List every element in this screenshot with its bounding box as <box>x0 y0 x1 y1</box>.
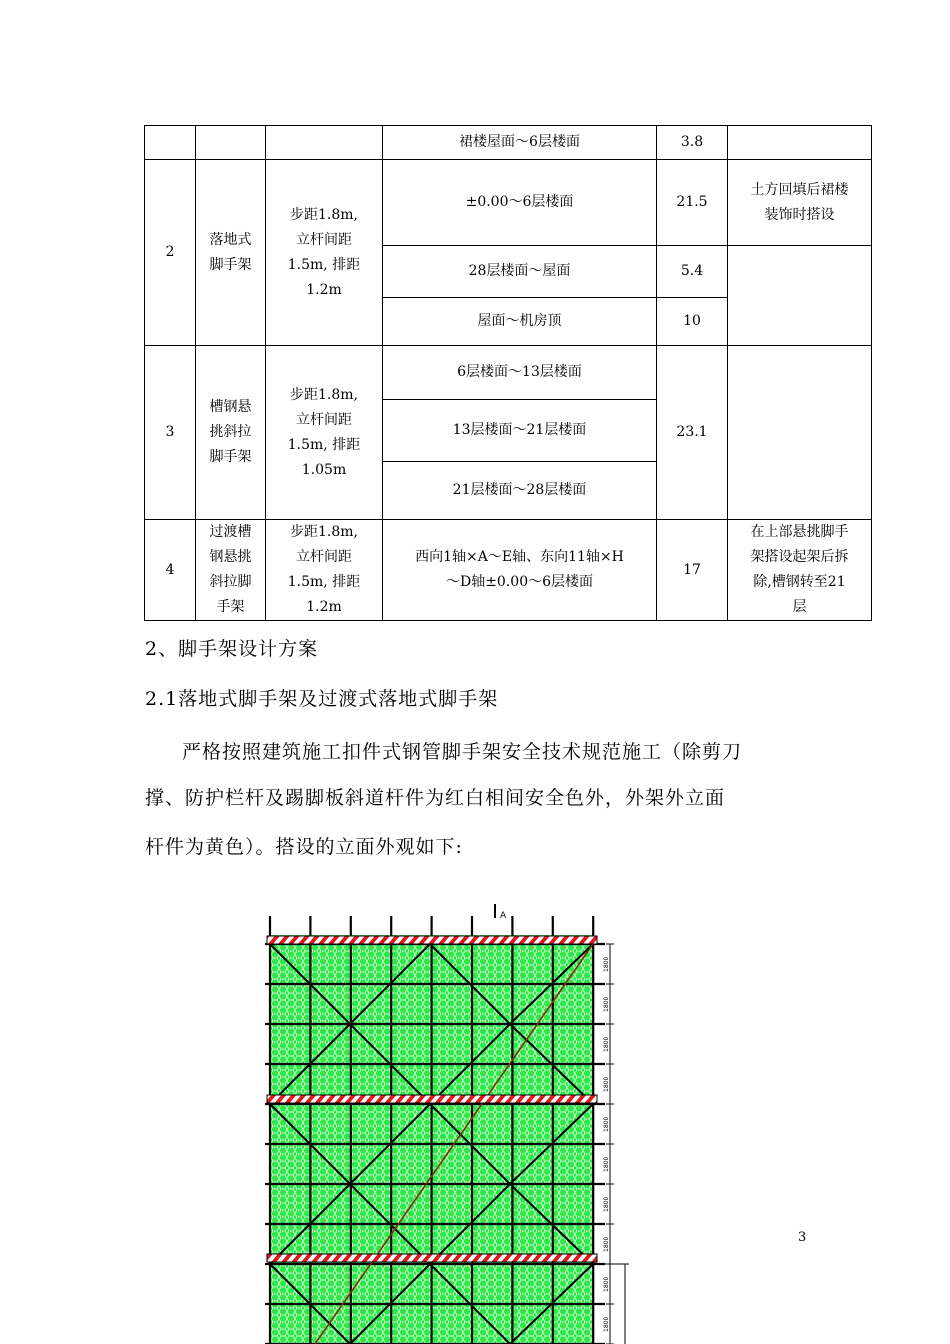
scaffold-spec <box>266 160 383 346</box>
scaffold-elevation-drawing <box>255 888 635 1344</box>
table-cell: 3.8 <box>657 126 728 160</box>
dimension-label: 1800 <box>603 1316 610 1332</box>
cell-line: 层 <box>792 599 807 615</box>
paragraph-line: 杆件为黄色）。搭设的立面外观如下: <box>145 836 463 858</box>
dimension-label: 1800 <box>603 1276 610 1292</box>
dimension-label: 1800 <box>603 996 610 1012</box>
table-row <box>145 346 872 400</box>
cell-line: 斜拉脚 <box>209 574 252 590</box>
floor-range <box>383 520 657 621</box>
dimension-label: 1800 <box>603 956 610 972</box>
table-cell <box>266 126 383 160</box>
cell-line: 1.5m, 排距 <box>287 574 361 590</box>
cell-line: 土方回填后裙楼 <box>750 181 849 198</box>
subsection-heading: 2.1落地式脚手架及过渡式落地式脚手架 <box>145 688 499 710</box>
table-row <box>145 160 872 246</box>
cell-line: 立杆间距 <box>296 549 352 565</box>
scaffold-table <box>144 125 872 621</box>
guardrail-stripe <box>267 1254 597 1262</box>
cell-line: 1.05m <box>301 461 347 478</box>
scaffold-height: 5.4 <box>657 246 728 298</box>
cell-line: 脚手架 <box>209 256 252 273</box>
cell-line: 脚手架 <box>209 449 252 465</box>
remark <box>728 520 872 621</box>
table-row <box>145 126 872 160</box>
dimension-label: 1800 <box>603 1076 610 1092</box>
table-cell <box>196 126 266 160</box>
table-cell <box>728 126 872 160</box>
paragraph-line: 撑、防护栏杆及踢脚板斜道杆件为红白相间安全色外，外架外立面 <box>145 787 726 809</box>
cell-line: 1.2m <box>306 599 342 615</box>
guardrail-stripe <box>267 936 597 944</box>
page-number: 3 <box>798 1230 807 1245</box>
cell-line: 挑斜拉 <box>209 424 252 440</box>
axis-label: A <box>500 911 507 921</box>
row-number: 2 <box>145 160 196 346</box>
scaffold-height: 23.1 <box>657 346 728 520</box>
guardrail-stripe <box>267 1095 597 1103</box>
cell-line: 西向1轴×A～E轴、东向11轴×H <box>415 549 624 565</box>
cell-line: 立杆间距 <box>296 411 352 428</box>
cell-line: 步距1.8m, <box>290 524 358 540</box>
cell-line: 装饰时搭设 <box>764 206 835 223</box>
row-number: 4 <box>145 520 196 621</box>
table-cell <box>145 126 196 160</box>
floor-range: 13层楼面～21层楼面 <box>383 400 657 462</box>
scaffold-elevation-figure <box>255 888 635 1344</box>
remark <box>728 346 872 520</box>
scaffold-height: 17 <box>657 520 728 621</box>
cell-line: 槽钢悬 <box>209 399 252 415</box>
cell-line: 在上部悬挑脚手 <box>750 524 849 540</box>
scaffold-type <box>196 346 266 520</box>
scaffold-spec <box>266 520 383 621</box>
scaffold-type <box>196 520 266 621</box>
cell-line: 1.5m, 排距 <box>287 256 361 273</box>
cell-line: 架搭设起架后拆 <box>750 549 849 565</box>
paragraph-line: 严格按照建筑施工扣件式钢管脚手架安全技术规范施工（除剪刀 <box>182 741 743 763</box>
dimension-label: 1800 <box>603 1196 610 1212</box>
cell-line: 过渡槽 <box>209 524 252 540</box>
scaffold-height: 10 <box>657 298 728 346</box>
cell-line: 除,槽钢转至21 <box>753 574 846 590</box>
floor-range: 28层楼面～屋面 <box>383 246 657 298</box>
row-number: 3 <box>145 346 196 520</box>
cell-line: 钢悬挑 <box>209 549 252 565</box>
scaffold-spec <box>266 346 383 520</box>
cell-line: 1.5m, 排距 <box>287 436 361 453</box>
dimension-label: 1800 <box>603 1156 610 1172</box>
cell-line: 手架 <box>216 599 245 615</box>
cell-line: 1.2m <box>306 281 342 298</box>
dimension-label: 1800 <box>603 1116 610 1132</box>
table-row <box>145 520 872 621</box>
cell-line: ～D轴±0.00～6层楼面 <box>445 574 594 590</box>
cell-line: 步距1.8m, <box>290 386 358 403</box>
scaffold-type <box>196 160 266 346</box>
cell-line: 步距1.8m, <box>290 206 358 223</box>
remark <box>728 160 872 246</box>
floor-range: 屋面～机房顶 <box>383 298 657 346</box>
remark <box>728 246 872 346</box>
scaffold-height: 21.5 <box>657 160 728 246</box>
table-cell: 裙楼屋面～6层楼面 <box>383 126 657 160</box>
section-heading: 2、脚手架设计方案 <box>145 638 319 660</box>
floor-range: ±0.00～6层楼面 <box>383 160 657 246</box>
cell-line: 立杆间距 <box>296 231 352 248</box>
dimension-label: 1800 <box>603 1236 610 1252</box>
dimension-label: 1800 <box>603 1036 610 1052</box>
floor-range: 21层楼面～28层楼面 <box>383 462 657 520</box>
floor-range: 6层楼面～13层楼面 <box>383 346 657 400</box>
cell-line: 落地式 <box>209 231 252 248</box>
